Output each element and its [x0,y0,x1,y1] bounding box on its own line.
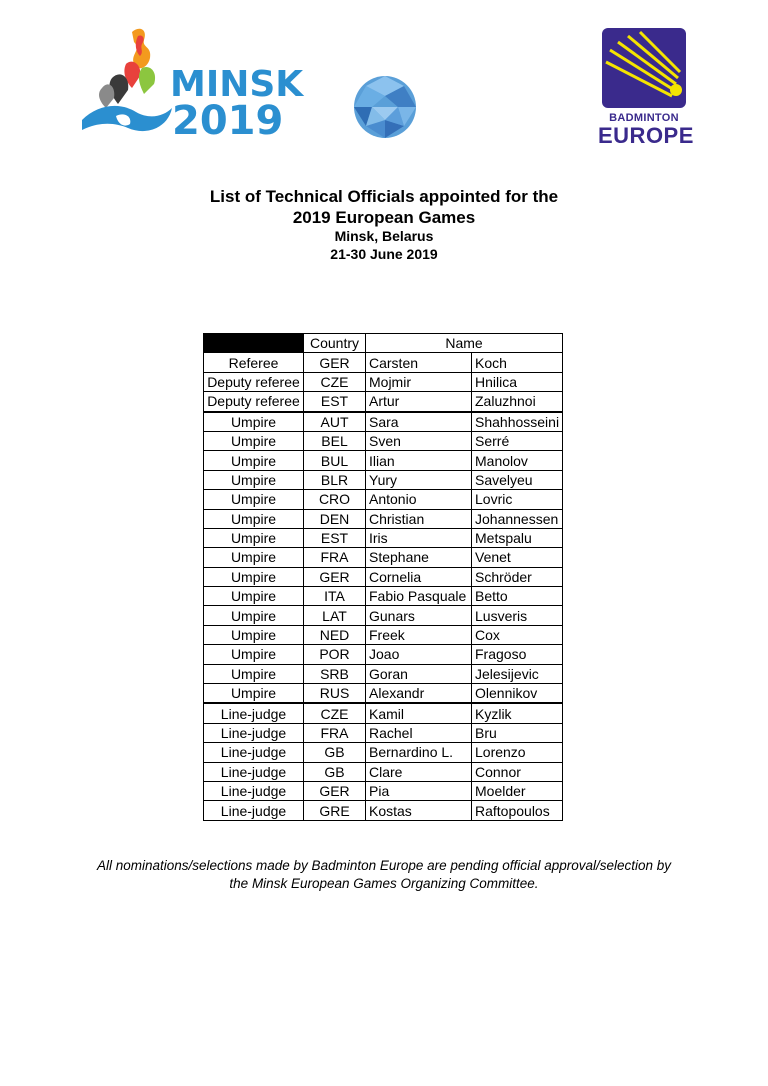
role-cell: Line-judge [204,781,304,800]
role-cell: Umpire [204,684,304,704]
country-cell: POR [304,645,366,664]
first-name-cell: Antonio [366,490,472,509]
last-name-cell: Betto [472,587,563,606]
last-name-cell: Manolov [472,451,563,470]
table-row [204,451,563,470]
table-row [204,528,563,547]
table-row [204,509,563,528]
last-name-cell: Cox [472,625,563,644]
last-name-cell: Shahhosseini [472,412,563,432]
role-cell: Umpire [204,509,304,528]
role-cell: Umpire [204,625,304,644]
first-name-cell: Ilian [366,451,472,470]
country-cell: BUL [304,451,366,470]
country-cell: AUT [304,412,366,432]
header-name: Name [366,334,563,353]
header-blank-cell [204,334,304,353]
table-row [204,703,563,723]
last-name-cell: Olennikov [472,684,563,704]
last-name-cell: Kyzlik [472,703,563,723]
last-name-cell: Lorenzo [472,743,563,762]
table-row [204,723,563,742]
country-cell: ITA [304,587,366,606]
country-cell: GRE [304,801,366,820]
officials-body [204,353,563,820]
header-country: Country [304,334,366,353]
country-cell: LAT [304,606,366,625]
table-row [204,606,563,625]
country-cell: RUS [304,684,366,704]
role-cell: Deputy referee [204,372,304,391]
role-cell: Umpire [204,490,304,509]
role-cell: Umpire [204,528,304,547]
country-cell: GER [304,353,366,372]
first-name-cell: Sven [366,431,472,450]
title-line-1: List of Technical Officials appointed for the [209,187,559,206]
first-name-cell: Artur [366,392,472,412]
first-name-cell: Goran [366,664,472,683]
table-row [204,490,563,509]
country-cell: FRA [304,723,366,742]
role-cell: Line-judge [204,801,304,820]
country-cell: DEN [304,509,366,528]
last-name-cell: Savelyeu [472,470,563,489]
table-row [204,392,563,412]
role-cell: Umpire [204,606,304,625]
table-row [204,431,563,450]
country-cell: EST [304,528,366,547]
role-cell: Referee [204,353,304,372]
country-cell: BLR [304,470,366,489]
diamond-gem-icon [352,74,418,140]
year-text: 2019 [172,98,284,142]
country-cell: CZE [304,703,366,723]
country-cell: BEL [304,431,366,450]
first-name-cell: Christian [366,509,472,528]
role-cell: Umpire [204,412,304,432]
role-cell: Umpire [204,548,304,567]
last-name-cell: Serré [472,431,563,450]
role-cell: Umpire [204,470,304,489]
country-cell: CZE [304,372,366,391]
country-cell: NED [304,625,366,644]
table-row [204,664,563,683]
last-name-cell: Bru [472,723,563,742]
country-cell: FRA [304,548,366,567]
role-cell: Umpire [204,664,304,683]
minsk-text: MINSK [170,64,304,105]
first-name-cell: Clare [366,762,472,781]
country-cell: GER [304,567,366,586]
table-row [204,587,563,606]
title-line-2: 2019 European Games [292,208,476,227]
first-name-cell: Kostas [366,801,472,820]
footer-note [40,857,728,893]
role-cell: Line-judge [204,762,304,781]
table-row [204,645,563,664]
first-name-cell: Alexandr [366,684,472,704]
table-header-row [204,334,563,353]
last-name-cell: Lovric [472,490,563,509]
table-row [204,684,563,704]
table-row [204,372,563,391]
role-cell: Umpire [204,587,304,606]
role-cell: Umpire [204,451,304,470]
first-name-cell: Cornelia [366,567,472,586]
be-text-badminton: BADMINTON [609,112,679,124]
first-name-cell: Kamil [366,703,472,723]
country-cell: EST [304,392,366,412]
table-row [204,353,563,372]
role-cell: Umpire [204,645,304,664]
first-name-cell: Fabio Pasquale [366,587,472,606]
first-name-cell: Freek [366,625,472,644]
be-text-europe: EUROPE [598,123,694,148]
table-row [204,801,563,820]
last-name-cell: Raftopoulos [472,801,563,820]
role-cell: Deputy referee [204,392,304,412]
table-row [204,548,563,567]
shuttlecock-icon [602,28,686,108]
badminton-europe-logo [598,28,694,148]
last-name-cell: Connor [472,762,563,781]
last-name-cell: Johannessen [472,509,563,528]
role-cell: Umpire [204,567,304,586]
country-cell: GB [304,762,366,781]
footer-line-1: All nominations/selections made by Badminton Europe are pending official approval/selection by [96,858,672,873]
country-cell: SRB [304,664,366,683]
role-cell: Line-judge [204,743,304,762]
country-cell: GER [304,781,366,800]
minsk-flame-icon [72,24,312,142]
first-name-cell: Joao [366,645,472,664]
role-cell: Line-judge [204,703,304,723]
officials-table [203,333,563,821]
first-name-cell: Bernardino L. [366,743,472,762]
table-row [204,781,563,800]
gem-logo [352,74,418,140]
last-name-cell: Moelder [472,781,563,800]
first-name-cell: Iris [366,528,472,547]
last-name-cell: Fragoso [472,645,563,664]
table-row [204,743,563,762]
role-cell: Umpire [204,431,304,450]
first-name-cell: Gunars [366,606,472,625]
last-name-cell: Koch [472,353,563,372]
last-name-cell: Lusveris [472,606,563,625]
last-name-cell: Hnilica [472,372,563,391]
table-row [204,625,563,644]
first-name-cell: Carsten [366,353,472,372]
date-line: 21-30 June 2019 [330,246,438,262]
first-name-cell: Pia [366,781,472,800]
location-line: Minsk, Belarus [334,228,434,244]
table-row [204,470,563,489]
first-name-cell: Rachel [366,723,472,742]
table-row [204,762,563,781]
country-cell: GB [304,743,366,762]
last-name-cell: Metspalu [472,528,563,547]
last-name-cell: Schröder [472,567,563,586]
footer-line-2: the Minsk European Games Organizing Committee. [229,876,539,891]
first-name-cell: Sara [366,412,472,432]
last-name-cell: Zaluzhnoi [472,392,563,412]
table-row [204,567,563,586]
first-name-cell: Yury [366,470,472,489]
role-cell: Line-judge [204,723,304,742]
first-name-cell: Mojmir [366,372,472,391]
country-cell: CRO [304,490,366,509]
minsk-2019-logo [72,24,312,142]
first-name-cell: Stephane [366,548,472,567]
last-name-cell: Venet [472,548,563,567]
last-name-cell: Jelesijevic [472,664,563,683]
table-row [204,412,563,432]
